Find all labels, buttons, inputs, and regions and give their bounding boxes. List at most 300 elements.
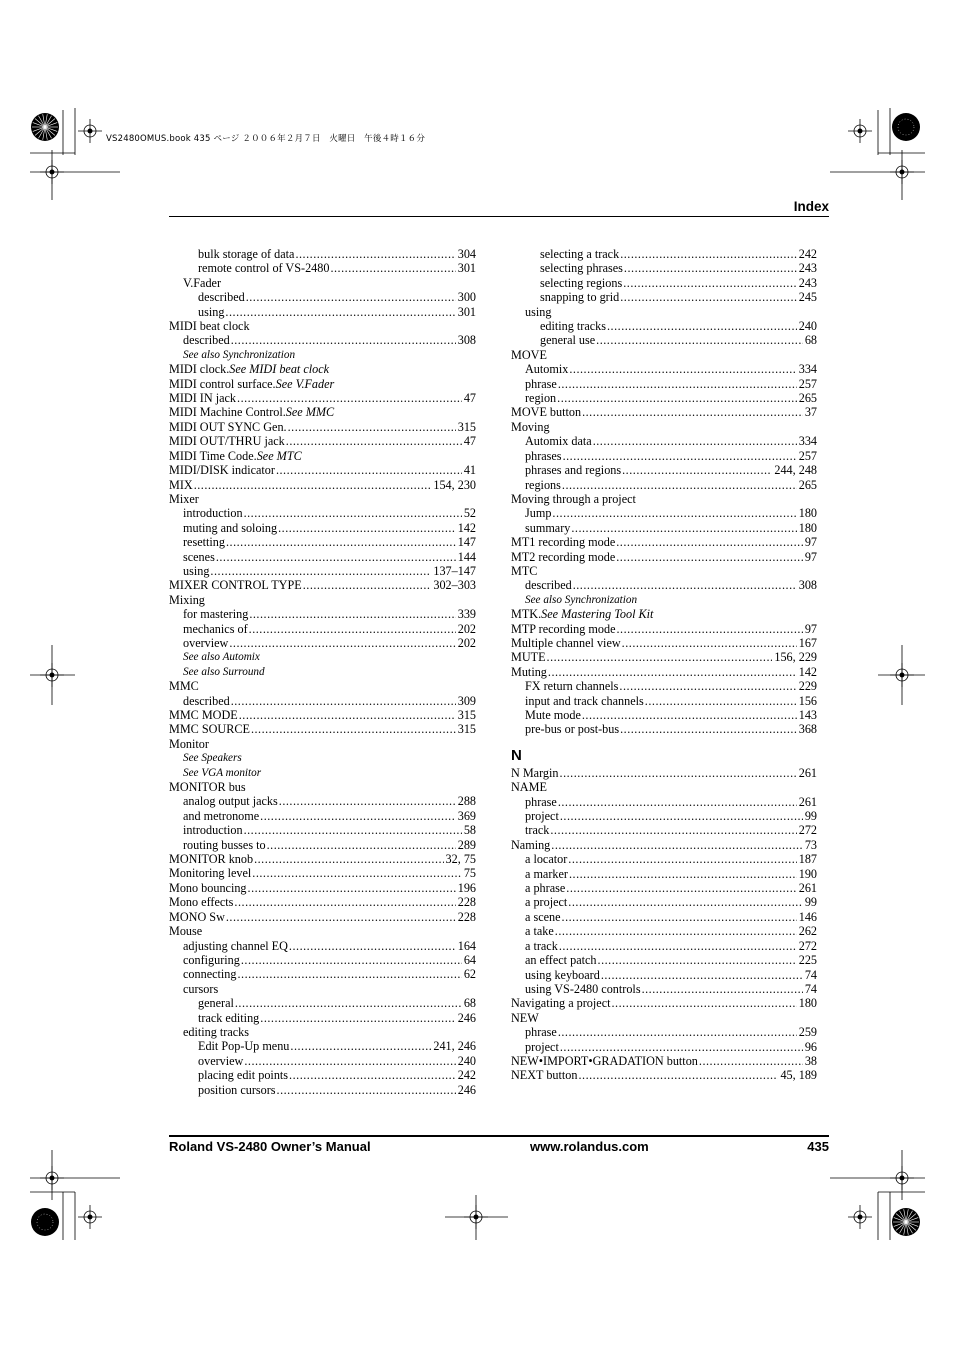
index-term: MIDI/DISK indicator xyxy=(169,463,275,478)
index-entry xyxy=(169,737,476,751)
dot-leader xyxy=(244,1054,455,1068)
index-term: phrase xyxy=(525,1025,557,1040)
index-term: Mono effects xyxy=(169,895,234,910)
dot-leader xyxy=(596,333,803,347)
index-page-numbers: 187 xyxy=(798,852,817,867)
index-cross-reference: See MTC xyxy=(256,448,302,463)
index-entry xyxy=(511,1011,817,1025)
index-term: MIX xyxy=(169,477,193,492)
index-term: MIDI beat clock xyxy=(169,319,250,334)
index-entry xyxy=(511,362,817,376)
dot-leader xyxy=(249,607,455,621)
index-entry xyxy=(169,751,476,765)
index-term: Multiple channel view xyxy=(511,635,621,650)
dot-leader xyxy=(624,261,797,275)
footer-rule xyxy=(169,1135,829,1137)
dot-leader xyxy=(289,939,456,953)
index-term: a project xyxy=(525,895,568,910)
index-term: Mixing xyxy=(169,592,205,607)
registration-dot xyxy=(88,129,93,134)
index-entry xyxy=(511,809,817,823)
index-term: Naming xyxy=(511,837,551,852)
index-entry xyxy=(511,405,817,419)
index-entry xyxy=(169,694,476,708)
dot-leader xyxy=(552,506,796,520)
index-term: introduction xyxy=(183,823,243,838)
index-page-numbers: 245 xyxy=(798,290,817,305)
index-term: mechanics of xyxy=(183,621,248,636)
dot-leader xyxy=(288,420,456,434)
index-entry xyxy=(169,910,476,924)
page-header-title: Index xyxy=(793,199,829,214)
index-term: Edit Pop-Up menu xyxy=(198,1039,290,1054)
index-column-left xyxy=(169,247,476,1097)
index-page-numbers: 304 xyxy=(457,247,476,261)
index-term: scenes xyxy=(183,549,215,564)
dot-leader xyxy=(557,391,797,405)
index-term: Automix xyxy=(525,362,569,377)
index-term: pre-bus or post-bus xyxy=(525,722,620,737)
index-entry xyxy=(169,276,476,290)
index-page-numbers: 242 xyxy=(798,247,817,261)
index-page-numbers: 156, 229 xyxy=(774,650,817,665)
index-entry xyxy=(169,996,476,1010)
dot-leader xyxy=(286,434,462,448)
dot-leader xyxy=(616,622,802,636)
dot-leader xyxy=(231,694,456,708)
index-page-numbers: 369 xyxy=(457,808,476,823)
index-page-numbers: 246 xyxy=(457,1010,476,1025)
index-page-numbers: 272 xyxy=(798,823,817,838)
index-entry xyxy=(169,593,476,607)
index-term: MOVE xyxy=(511,347,547,362)
index-term: editing tracks xyxy=(540,319,606,334)
index-page-numbers: 99 xyxy=(804,895,817,910)
index-term: connecting xyxy=(183,967,237,982)
index-cross-reference: See V.Fader xyxy=(275,376,335,391)
index-page-numbers: 73 xyxy=(804,837,817,852)
dot-leader xyxy=(550,823,796,837)
index-entry xyxy=(511,521,817,535)
index-entry xyxy=(169,794,476,808)
index-page-numbers: 75 xyxy=(463,866,476,881)
index-page-numbers: 32, 75 xyxy=(445,852,476,867)
index-page-numbers: 202 xyxy=(457,635,476,650)
index-page-numbers: 302–303 xyxy=(433,578,476,593)
index-term: MT1 recording mode xyxy=(511,535,616,550)
index-entry xyxy=(511,924,817,938)
dot-leader xyxy=(622,636,797,650)
index-entry xyxy=(169,478,476,492)
index-page-numbers: 167 xyxy=(798,635,817,650)
dot-leader xyxy=(568,852,796,866)
index-page-numbers: 180 xyxy=(798,506,817,521)
index-term: MUTE xyxy=(511,650,546,665)
dot-leader xyxy=(642,982,803,996)
index-term: adjusting channel EQ xyxy=(183,938,288,953)
index-term: using keyboard xyxy=(525,967,600,982)
index-column-right xyxy=(511,247,817,1083)
index-entry xyxy=(169,881,476,895)
index-term: NAME xyxy=(511,780,547,795)
dot-leader xyxy=(237,391,462,405)
index-entry xyxy=(169,333,476,347)
index-page-numbers: 301 xyxy=(457,261,476,276)
index-entry xyxy=(511,996,817,1010)
dot-leader xyxy=(623,276,796,290)
index-entry xyxy=(169,1083,476,1097)
index-entry xyxy=(169,564,476,578)
index-entry xyxy=(169,852,476,866)
index-entry xyxy=(169,982,476,996)
index-entry xyxy=(169,319,476,333)
index-term: MT2 recording mode xyxy=(511,549,616,564)
index-page-numbers: 180 xyxy=(798,520,817,535)
dot-leader xyxy=(616,550,803,564)
index-entry xyxy=(169,391,476,405)
index-term: Mute mode xyxy=(525,708,581,722)
dot-leader xyxy=(622,463,772,477)
index-page-numbers: 137–147 xyxy=(433,563,476,578)
index-entry xyxy=(511,679,817,693)
index-term: NEXT button xyxy=(511,1068,578,1083)
index-page-numbers: 265 xyxy=(798,477,817,492)
index-term: bulk storage of data xyxy=(198,247,295,261)
index-term: project xyxy=(525,1039,559,1054)
dot-leader xyxy=(239,708,456,722)
index-cross-reference: See MIDI beat clock xyxy=(229,362,330,377)
index-term: MONO Sw xyxy=(169,909,225,924)
index-term: Muting xyxy=(511,664,547,679)
index-entry xyxy=(169,780,476,794)
index-term: MIDI IN jack xyxy=(169,391,237,406)
index-page-numbers: 257 xyxy=(798,376,817,391)
index-term: MTP recording mode xyxy=(511,621,616,636)
index-term: remote control of VS-2480 xyxy=(198,261,330,276)
print-info: VS2480OMUS.book 435 ページ ２００６年２月７日 火曜日 午後４時１６分 xyxy=(106,134,426,144)
index-entry xyxy=(511,982,817,996)
index-term: MONITOR knob xyxy=(169,852,254,867)
footer-manual-title: Roland VS-2480 Owner’s Manual xyxy=(169,1139,371,1154)
index-term: MTC xyxy=(511,563,538,578)
index-entry xyxy=(169,348,476,362)
index-page-numbers: 315 xyxy=(457,419,476,434)
index-page-numbers: 288 xyxy=(457,794,476,809)
index-entry xyxy=(169,679,476,693)
header-rule xyxy=(169,216,829,217)
dot-leader xyxy=(248,881,456,895)
dot-leader xyxy=(229,636,455,650)
dot-leader xyxy=(601,968,803,982)
index-entry xyxy=(511,1054,817,1068)
index-term: track editing xyxy=(198,1010,260,1025)
dot-leader xyxy=(295,247,455,261)
index-page-numbers: 142 xyxy=(798,664,817,679)
index-page-numbers: 315 xyxy=(457,722,476,737)
index-term: position cursors xyxy=(198,1082,276,1097)
index-page-numbers: 243 xyxy=(798,261,817,276)
index-entry xyxy=(511,636,817,650)
index-term: analog output jacks xyxy=(183,794,278,809)
index-entry xyxy=(511,564,817,578)
index-entry xyxy=(169,953,476,967)
index-entry xyxy=(511,290,817,304)
index-term: phrases xyxy=(525,448,562,463)
index-page-numbers: 257 xyxy=(798,448,817,463)
index-page-numbers: 339 xyxy=(457,607,476,622)
index-term: selecting a track xyxy=(540,247,620,261)
index-entry xyxy=(169,261,476,275)
index-term: Moving through a project xyxy=(511,491,636,506)
index-page-numbers: 47 xyxy=(463,434,476,449)
index-page-numbers: 240 xyxy=(798,319,817,334)
index-entry xyxy=(169,1039,476,1053)
index-page-numbers: 202 xyxy=(457,621,476,636)
index-entry xyxy=(511,578,817,592)
dot-leader xyxy=(558,377,797,391)
index-entry xyxy=(511,377,817,391)
index-entry xyxy=(511,968,817,982)
index-entry xyxy=(169,578,476,592)
index-term: and metronome xyxy=(183,808,260,823)
index-entry xyxy=(511,463,817,477)
index-page-numbers: 143 xyxy=(798,708,817,722)
index-term: overview xyxy=(183,635,229,650)
index-entry xyxy=(511,895,817,909)
dot-leader xyxy=(569,362,796,376)
index-page-numbers: 47 xyxy=(463,391,476,406)
index-page-numbers: 97 xyxy=(804,621,817,636)
dot-leader xyxy=(548,665,797,679)
index-page-numbers: 244, 248 xyxy=(774,463,817,478)
dot-leader xyxy=(573,578,797,592)
dot-leader xyxy=(598,953,797,967)
dot-leader xyxy=(560,809,803,823)
index-page-numbers: 96 xyxy=(804,1039,817,1054)
index-term: MIDI OUT/THRU jack xyxy=(169,434,285,449)
color-bar-icon xyxy=(31,1208,59,1236)
index-entry xyxy=(511,333,817,347)
index-letter-heading: N xyxy=(511,746,522,764)
dot-leader xyxy=(593,434,797,448)
index-entry xyxy=(511,478,817,492)
index-page-numbers: 45, 189 xyxy=(780,1068,817,1083)
index-entry xyxy=(511,867,817,881)
index-term: selecting regions xyxy=(540,275,623,290)
index-entry xyxy=(511,650,817,664)
index-term: region xyxy=(525,391,557,406)
index-page-numbers: 261 xyxy=(798,881,817,896)
index-term: resetting xyxy=(183,535,225,550)
index-term: general use xyxy=(540,333,596,348)
dot-leader xyxy=(231,333,456,347)
index-entry xyxy=(169,939,476,953)
index-cross-reference: See Mastering Tool Kit xyxy=(541,607,654,622)
index-entry xyxy=(511,1040,817,1054)
index-entry xyxy=(511,593,817,607)
index-entry xyxy=(511,694,817,708)
index-entry xyxy=(169,521,476,535)
index-term: phrase xyxy=(525,794,557,809)
dot-leader xyxy=(244,506,462,520)
index-entry xyxy=(511,319,817,333)
index-page-numbers: 41 xyxy=(463,463,476,478)
index-page-numbers: 146 xyxy=(798,909,817,924)
index-cross-reference: See VGA monitor xyxy=(183,766,262,779)
index-page-numbers: 196 xyxy=(457,880,476,895)
index-entry xyxy=(511,953,817,967)
index-term: general xyxy=(198,996,234,1011)
index-term: described xyxy=(183,693,230,708)
dot-leader xyxy=(547,650,773,664)
dot-leader xyxy=(562,478,797,492)
dot-leader xyxy=(558,1025,797,1039)
index-entry xyxy=(511,622,817,636)
dot-leader xyxy=(276,463,462,477)
index-term: a take xyxy=(525,924,554,939)
index-entry xyxy=(511,492,817,506)
index-page-numbers: 334 xyxy=(798,362,817,377)
index-entry xyxy=(169,247,476,261)
index-term: Monitor xyxy=(169,736,209,751)
dot-leader xyxy=(246,290,456,304)
dot-leader xyxy=(249,622,456,636)
index-term: MIDI control surface. xyxy=(169,376,276,391)
index-page-numbers: 262 xyxy=(798,924,817,939)
index-term: a locator xyxy=(525,852,568,867)
index-term: MONITOR bus xyxy=(169,780,246,795)
index-cross-reference: See also Synchronization xyxy=(183,348,296,361)
dot-leader xyxy=(226,910,456,924)
index-entry xyxy=(169,535,476,549)
index-entry xyxy=(511,881,817,895)
dot-leader xyxy=(582,405,803,419)
index-term: N Margin xyxy=(511,765,559,780)
index-page-numbers: 308 xyxy=(457,333,476,348)
index-page-numbers: 368 xyxy=(798,722,817,737)
index-entry xyxy=(511,910,817,924)
index-page-numbers: 228 xyxy=(457,909,476,924)
index-entry xyxy=(169,895,476,909)
index-page-numbers: 228 xyxy=(457,895,476,910)
dot-leader xyxy=(620,290,797,304)
index-entry xyxy=(169,1011,476,1025)
index-entry xyxy=(511,607,817,621)
dot-leader xyxy=(252,866,462,880)
index-page-numbers: 38 xyxy=(804,1053,817,1068)
index-page-numbers: 300 xyxy=(457,290,476,305)
dot-leader xyxy=(226,535,456,549)
index-page-numbers: 261 xyxy=(798,794,817,809)
index-term: Automix data xyxy=(525,434,592,449)
index-entry xyxy=(169,722,476,736)
dot-leader xyxy=(566,881,796,895)
dot-leader xyxy=(568,895,803,909)
index-cross-reference: See also Automix xyxy=(183,651,260,664)
index-term: overview xyxy=(198,1053,244,1068)
index-term: a marker xyxy=(525,866,568,881)
dot-leader xyxy=(244,823,462,837)
dot-leader xyxy=(571,521,796,535)
index-page-numbers: 240 xyxy=(457,1053,476,1068)
index-term: input and track channels xyxy=(525,693,644,708)
index-term: for mastering xyxy=(183,607,249,622)
index-entry xyxy=(511,708,817,722)
index-page-numbers: 147 xyxy=(457,535,476,550)
dot-leader xyxy=(569,867,797,881)
index-entry xyxy=(511,550,817,564)
dot-leader xyxy=(578,1068,778,1082)
index-entry xyxy=(169,420,476,434)
index-term: summary xyxy=(525,520,571,535)
dot-leader xyxy=(560,1040,803,1054)
index-entry xyxy=(169,1054,476,1068)
index-page-numbers: 315 xyxy=(457,708,476,722)
dot-leader xyxy=(225,305,455,319)
dot-leader xyxy=(607,319,797,333)
index-entry xyxy=(169,766,476,780)
index-term: routing busses to xyxy=(183,837,266,852)
index-entry xyxy=(511,420,817,434)
index-page-numbers: 154, 230 xyxy=(433,477,476,492)
dot-leader xyxy=(289,1068,456,1082)
dot-leader xyxy=(251,722,456,736)
index-page-numbers: 74 xyxy=(804,967,817,982)
index-entry xyxy=(511,939,817,953)
index-term: MIDI clock. xyxy=(169,362,230,377)
dot-leader xyxy=(620,722,797,736)
index-page-numbers: 74 xyxy=(804,981,817,996)
index-entry xyxy=(511,665,817,679)
index-term: placing edit points xyxy=(198,1068,289,1083)
dot-leader xyxy=(194,478,432,492)
dot-leader xyxy=(558,795,797,809)
dot-leader xyxy=(303,578,432,592)
index-term: regions xyxy=(525,477,561,492)
dot-leader xyxy=(699,1054,803,1068)
index-term: V.Fader xyxy=(183,275,222,290)
index-entry xyxy=(169,305,476,319)
index-entry xyxy=(169,492,476,506)
index-page-numbers: 243 xyxy=(798,275,817,290)
index-entry xyxy=(169,967,476,981)
dot-leader xyxy=(612,996,797,1010)
index-term: configuring xyxy=(183,952,240,967)
index-page-numbers: 334 xyxy=(798,434,817,449)
index-page-numbers: 99 xyxy=(804,809,817,824)
index-page-numbers: 97 xyxy=(804,549,817,564)
dot-leader xyxy=(234,895,455,909)
index-page-numbers: 52 xyxy=(463,506,476,521)
index-term: Mixer xyxy=(169,491,199,506)
dot-leader xyxy=(277,1083,456,1097)
dot-leader xyxy=(210,564,431,578)
index-term: Mono bouncing xyxy=(169,880,247,895)
index-page-numbers: 242 xyxy=(457,1068,476,1083)
index-entry xyxy=(511,391,817,405)
index-page-numbers: 37 xyxy=(804,405,817,420)
index-page-numbers: 246 xyxy=(457,1082,476,1097)
index-page-numbers: 68 xyxy=(804,333,817,348)
index-entry xyxy=(169,607,476,621)
index-term: selecting phrases xyxy=(540,261,623,276)
index-entry xyxy=(169,377,476,391)
index-entry xyxy=(511,795,817,809)
dot-leader xyxy=(619,679,796,693)
index-term: introduction xyxy=(183,506,243,521)
index-term: MTK. xyxy=(511,607,542,622)
registration-dot xyxy=(858,129,863,134)
